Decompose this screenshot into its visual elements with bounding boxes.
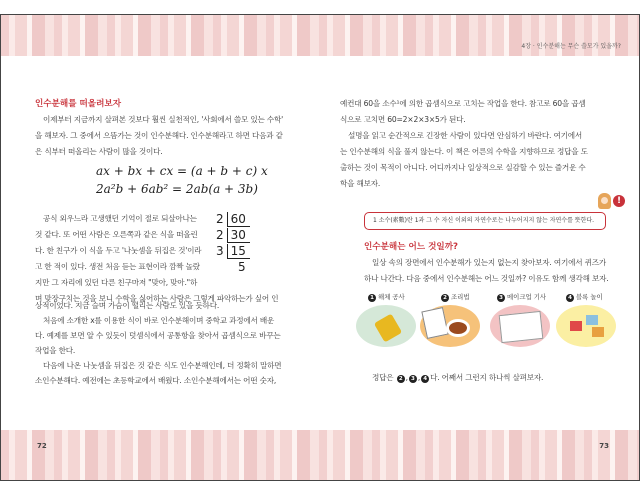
block-play-illustration <box>556 305 616 347</box>
paragraph-line: 작업을 한다. <box>35 346 76 355</box>
paragraph-line: 다. 한 친구가 이 식을 두고 '나눗셈을 뒤집은 것'이라 <box>35 246 202 255</box>
paragraph-line: 출하는 것이 목적이 아니다. 어디까지나 일상적으로 실감할 수 있는 즐거운 수 <box>340 163 586 172</box>
girl-character-icon <box>598 193 611 209</box>
paragraph-line: 예컨대 60을 소수¹에 의한 곱셈식으로 고치는 작업을 한다. 참고로 60을 곱셈 <box>340 99 586 108</box>
paragraph-line: 고 한 적이 있다. 생전 처음 듣는 표현이라 깜짝 놀랐 <box>35 262 200 271</box>
page-number-left: 72 <box>37 442 47 450</box>
running-header: 4장 · 인수분해는 무슨 쓸모가 있을까? <box>521 43 621 50</box>
recipe-illustration <box>420 305 480 347</box>
formula-2: 2a²b + 6ab² = 2ab(a + 3b) <box>96 182 258 196</box>
paragraph-line: 는 인수분해의 식을 풀지 않는다. 이 책은 어른의 수학을 지향하므로 정답을 도 <box>340 147 588 156</box>
paragraph-line: 며 맞장구치는 것을 보니 수학을 싫어하는 사람은 그렇게 파악하는가 싶어 인 <box>35 294 279 303</box>
paragraph-line: 공식 외우느라 고생했던 기억이 절로 되살아나는 <box>43 214 197 223</box>
division-ladder: 2 60 2 30 3 15 5 <box>216 211 250 275</box>
paragraph-line: 다음에 나온 나눗셈을 뒤집은 것 같은 식도 인수분해인데, 더 정확히 말하면 <box>43 361 282 370</box>
paragraph-line: 소인수분해다. 예전에는 초등학교에서 배웠다. 소인수분해에서는 어떤 숫자, <box>35 376 277 385</box>
page-number-right: 73 <box>599 442 609 450</box>
paragraph-line: 을 해보자. 그 중에서 으뜸가는 것이 인수분해다. 인수분해라고 하면 다음과 같 <box>35 131 283 140</box>
paragraph-line: 일상 속의 장면에서 인수분해가 있는지 없는지 찾아보자. 여기에서 퀴즈가 <box>372 258 606 267</box>
bottom-stripe-band <box>1 430 639 480</box>
formula-1: ax + bx + cx = (a + b + c) x <box>96 164 268 178</box>
paragraph-line: 다. 예제를 보면 알 수 있듯이 덧셈식에서 공통항을 찾아서 곱셈식으로 바꾸는 <box>35 331 281 340</box>
paragraph-line: 식으로 고치면 60=2×2×3×5가 된다. <box>340 115 466 124</box>
paragraph-line: 하나 나간다. 다음 중에서 인수분해는 어느 것일까? 이유도 함께 생각해 보자. <box>364 274 609 283</box>
right-heading: 인수분해는 어느 것일까? <box>364 242 458 252</box>
option-3-caption: 3 메이크업 기사 <box>497 292 546 302</box>
paragraph-line: 것 같다. 또 어떤 사람은 오른쪽과 같은 식을 떠올린 <box>35 230 198 239</box>
makeup-article-illustration <box>490 305 550 347</box>
paragraph-line: 이제부터 지금까지 살펴본 것보다 훨씬 실천적인, '사회에서 쓸모 있는 수학' <box>43 115 283 124</box>
answer-line: 정답은 2 , 3 , 4 다. 어째서 그런지 하나씩 살펴보자. <box>372 373 544 382</box>
option-4-caption: 4 블록 놀이 <box>566 292 603 302</box>
paragraph-line: 은 식부터 떠올리는 사람이 많을 것이다. <box>35 147 163 156</box>
footnote-box: 1 소수(素數)란 1과 그 수 자신 이외의 자연수로는 나누어지지 않는 자연수를 뜻한다. <box>364 212 606 230</box>
paragraph-line: 학을 해보자. <box>340 179 381 188</box>
demolition-illustration <box>356 305 416 347</box>
paragraph-line: 설명을 읽고 순간적으로 긴장한 사람이 있다면 안심하기 바란다. 여기에서 <box>348 131 582 140</box>
option-1-caption: 1 해체 공사 <box>368 292 405 302</box>
paragraph-line: 지만 그 자리에 있던 다른 친구마저 "맞아, 맞아."하 <box>35 278 198 287</box>
option-2-caption: 2 조리법 <box>441 292 470 302</box>
left-heading: 인수분해를 떠올려보자 <box>35 99 122 109</box>
paragraph-line: 처음에 소개한 x를 이용한 식이 바로 인수분해이며 중학교 과정에서 배운 <box>43 316 275 325</box>
exclamation-icon: ! <box>613 195 625 207</box>
paragraph-line: 상적이었다. 지금 슬며 가슴이 떨리는 사람도 있을 듯하다. <box>35 301 220 310</box>
